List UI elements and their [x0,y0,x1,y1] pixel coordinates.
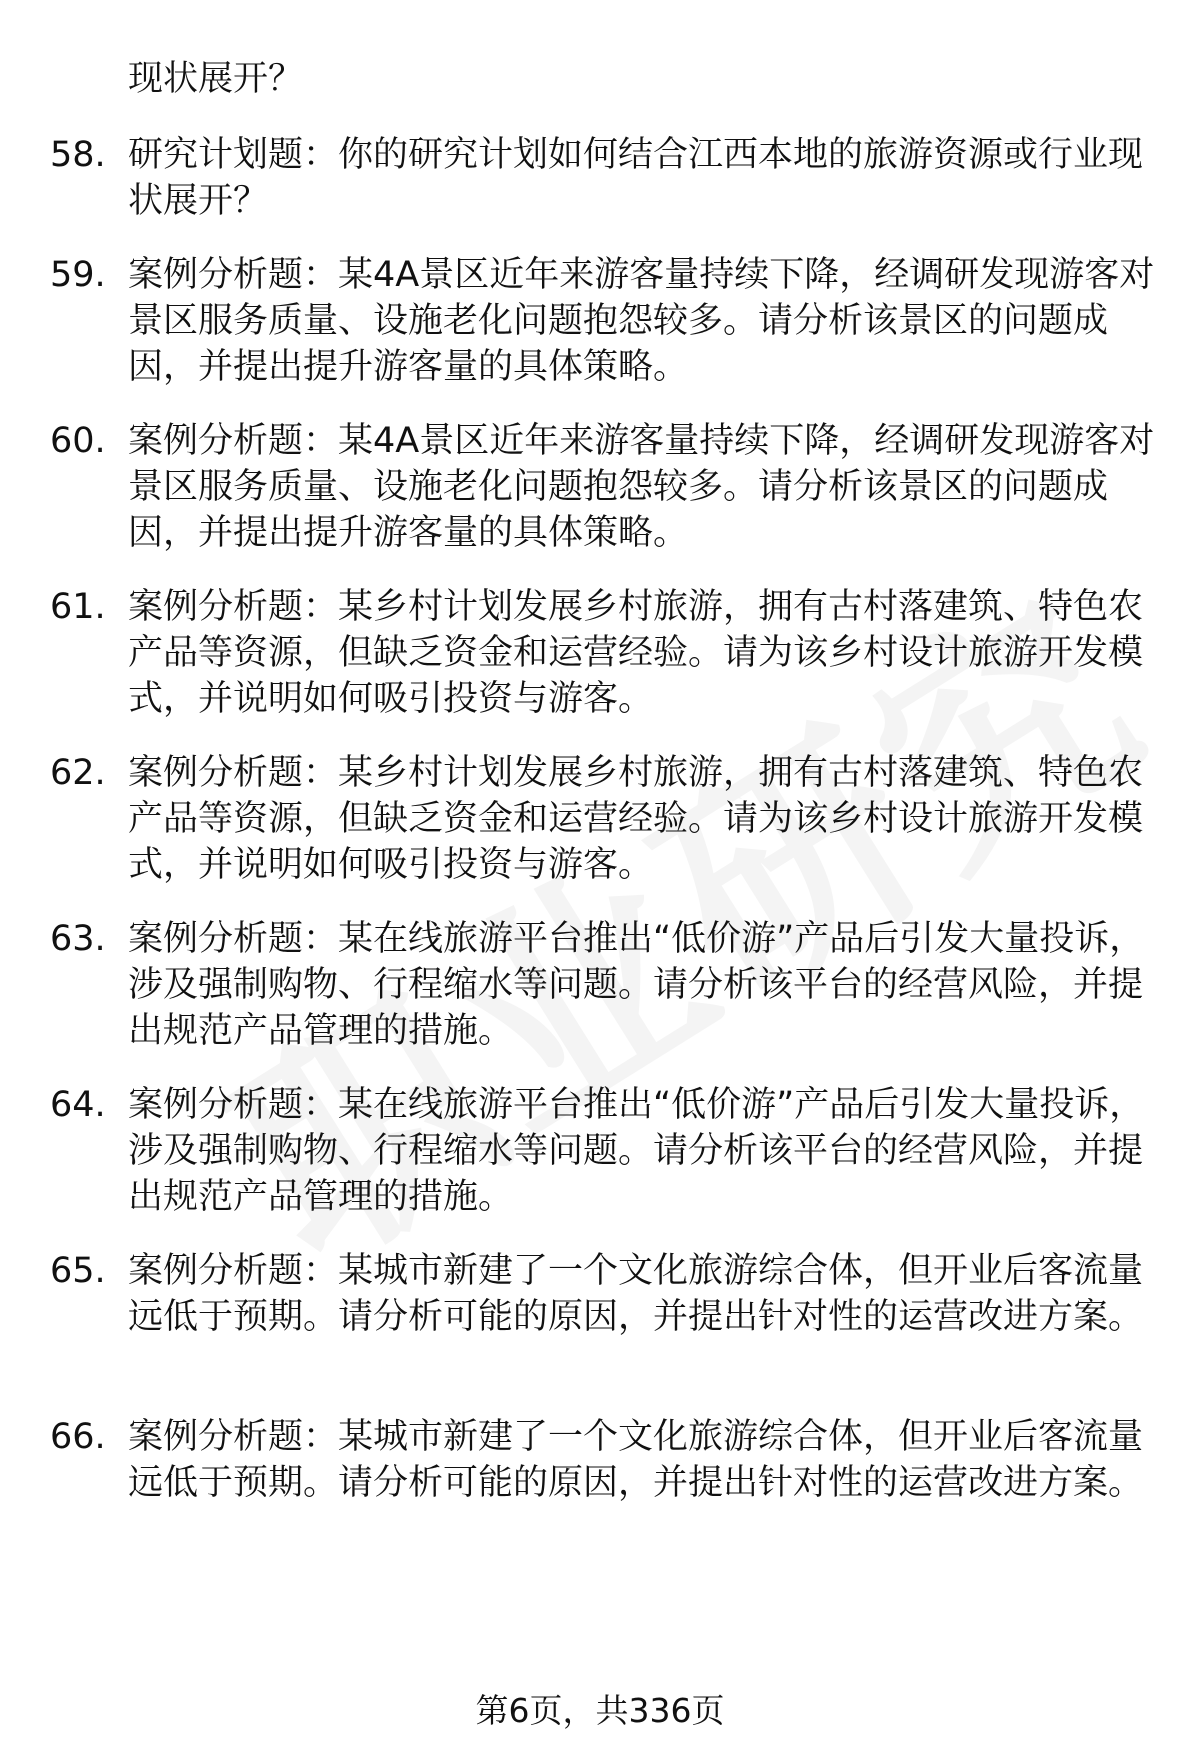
question-text: 案例分析题：某4A景区近年来游客量持续下降，经调研发现游客对景区服务质量、设施老化问题抱怨较多。请分析该景区的问题成因，并提出提升游客量的具体策略。 [128,255,1155,387]
continuation-text: 现状展开？ [128,59,304,99]
page-number-footer: 第6页，共336页 [475,1691,725,1730]
question-item [50,132,1160,224]
question-number: 64. [50,1085,106,1125]
question-item [50,418,1160,556]
question-number: 60. [50,421,106,461]
question-item [50,1248,1160,1340]
question-item [50,584,1160,722]
question-number: 62. [50,753,106,793]
question-text: 案例分析题：某城市新建了一个文化旅游综合体，但开业后客流量远低于预期。请分析可能的原因，并提出针对性的运营改进方案。 [128,1251,1144,1337]
question-number: 58. [50,135,106,175]
question-item [50,252,1160,390]
question-item [50,1082,1160,1220]
question-text: 案例分析题：某在线旅游平台推出“低价游”产品后引发大量投诉，涉及强制购物、行程缩水等问题。请分析该平台的经营风险，并提出规范产品管理的措施。 [128,919,1145,1051]
question-text: 案例分析题：某乡村计划发展乡村旅游，拥有古村落建筑、特色农产品等资源，但缺乏资金和运营经验。请为该乡村设计旅游开发模式，并说明如何吸引投资与游客。 [128,587,1144,719]
question-number: 61. [50,587,106,627]
question-text: 案例分析题：某在线旅游平台推出“低价游”产品后引发大量投诉，涉及强制购物、行程缩水等问题。请分析该平台的经营风险，并提出规范产品管理的措施。 [128,1085,1145,1217]
question-number: 59. [50,255,106,295]
question-number: 63. [50,919,106,959]
question-item [50,1414,1160,1506]
question-text: 案例分析题：某4A景区近年来游客量持续下降，经调研发现游客对景区服务质量、设施老化问题抱怨较多。请分析该景区的问题成因，并提出提升游客量的具体策略。 [128,421,1155,553]
question-text: 研究计划题：你的研究计划如何结合江西本地的旅游资源或行业现状展开？ [128,135,1144,221]
question-number: 65. [50,1251,106,1291]
question-text: 案例分析题：某城市新建了一个文化旅游综合体，但开业后客流量远低于预期。请分析可能的原因，并提出针对性的运营改进方案。 [128,1417,1144,1503]
question-item [50,916,1160,1054]
question-item [50,750,1160,888]
question-number: 66. [50,1417,106,1457]
question-text: 案例分析题：某乡村计划发展乡村旅游，拥有古村落建筑、特色农产品等资源，但缺乏资金和运营经验。请为该乡村设计旅游开发模式，并说明如何吸引投资与游客。 [128,753,1144,885]
